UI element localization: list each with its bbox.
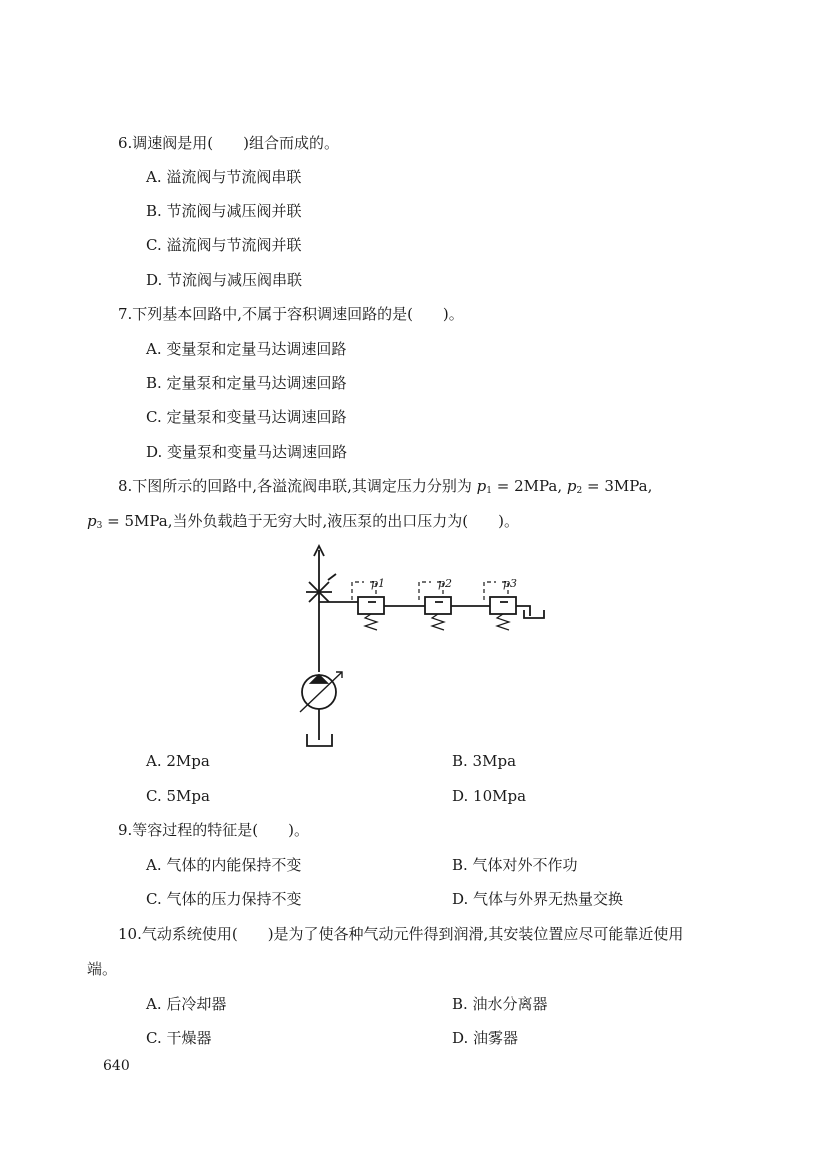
question-10-stem-line1: 10.气动系统使用( )是为了使各种气动元件得到润滑,其安装位置应尽可能靠近使用 — [118, 925, 684, 943]
question-8-option-a: A. 2Mpa — [146, 752, 210, 770]
p2-symbol: p — [566, 477, 577, 495]
question-9-stem: 9.等容过程的特征是( )。 — [118, 821, 310, 839]
p1-subscript: 1 — [486, 486, 492, 496]
p1-value: = 2MPa, — [491, 477, 567, 495]
question-8-stem-a: 8.下图所示的回路中,各溢流阀串联,其调定压力分别为 — [118, 477, 477, 495]
question-8-option-b: B. 3Mpa — [452, 752, 517, 770]
question-8-stem-b: = 5MPa,当外负载趋于无穷大时,液压泵的出口压力为( )。 — [102, 512, 519, 530]
question-8-stem-line1 — [118, 476, 652, 501]
question-7-option-d: D. 变量泵和变量马达调速回路 — [146, 443, 348, 461]
question-7-option-a: A. 变量泵和定量马达调速回路 — [146, 340, 347, 358]
question-9-option-c: C. 气体的压力保持不变 — [146, 890, 302, 908]
question-9-option-b: B. 气体对外不作功 — [452, 856, 578, 874]
question-6-option-b: B. 节流阀与减压阀并联 — [146, 202, 302, 220]
hydraulic-circuit-diagram — [292, 542, 562, 752]
variable-pump-icon — [300, 672, 342, 712]
throttle-symbol — [306, 574, 336, 602]
question-9-option-d: D. 气体与外界无热量交换 — [452, 890, 624, 908]
question-10-stem-line2: 端。 — [87, 960, 118, 978]
question-9-option-a: A. 气体的内能保持不变 — [146, 856, 302, 874]
p3-symbol: p — [87, 512, 97, 530]
relief-valve-1 — [352, 577, 385, 630]
valve-2-label: p2 — [438, 577, 453, 590]
p3-subscript: 3 — [96, 521, 103, 531]
question-7-option-c: C. 定量泵和变量马达调速回路 — [146, 408, 347, 426]
question-6-option-a: A. 溢流阀与节流阀串联 — [146, 168, 302, 186]
question-7-option-b: B. 定量泵和定量马达调速回路 — [146, 374, 347, 392]
question-8-stem-line2 — [87, 511, 519, 536]
page-number: 640 — [103, 1058, 130, 1074]
outlet-line — [516, 606, 530, 616]
p2-subscript: 2 — [576, 486, 583, 496]
p2-value: = 3MPa, — [582, 477, 653, 495]
valve-1-label: p1 — [371, 577, 386, 590]
question-7-stem: 7.下列基本回路中,不属于容积调速回路的是( )。 — [118, 305, 464, 323]
outlet-tank-icon — [524, 610, 544, 618]
question-10-option-b: B. 油水分离器 — [452, 995, 548, 1013]
relief-valve-2 — [419, 577, 452, 630]
question-6-option-c: C. 溢流阀与节流阀并联 — [146, 236, 302, 254]
question-8-option-c: C. 5Mpa — [146, 787, 210, 805]
p1-symbol: p — [476, 477, 487, 495]
question-10-option-a: A. 后冷却器 — [146, 995, 227, 1013]
question-8-option-d: D. 10Mpa — [452, 787, 527, 805]
question-10-option-c: C. 干燥器 — [146, 1029, 212, 1047]
relief-valve-3 — [484, 577, 517, 630]
question-6-stem: 6.调速阀是用( )组合而成的。 — [118, 134, 340, 152]
question-6-option-d: D. 节流阀与减压阀串联 — [146, 271, 303, 289]
valve-3-label: p3 — [503, 577, 518, 590]
question-10-option-d: D. 油雾器 — [452, 1029, 519, 1047]
